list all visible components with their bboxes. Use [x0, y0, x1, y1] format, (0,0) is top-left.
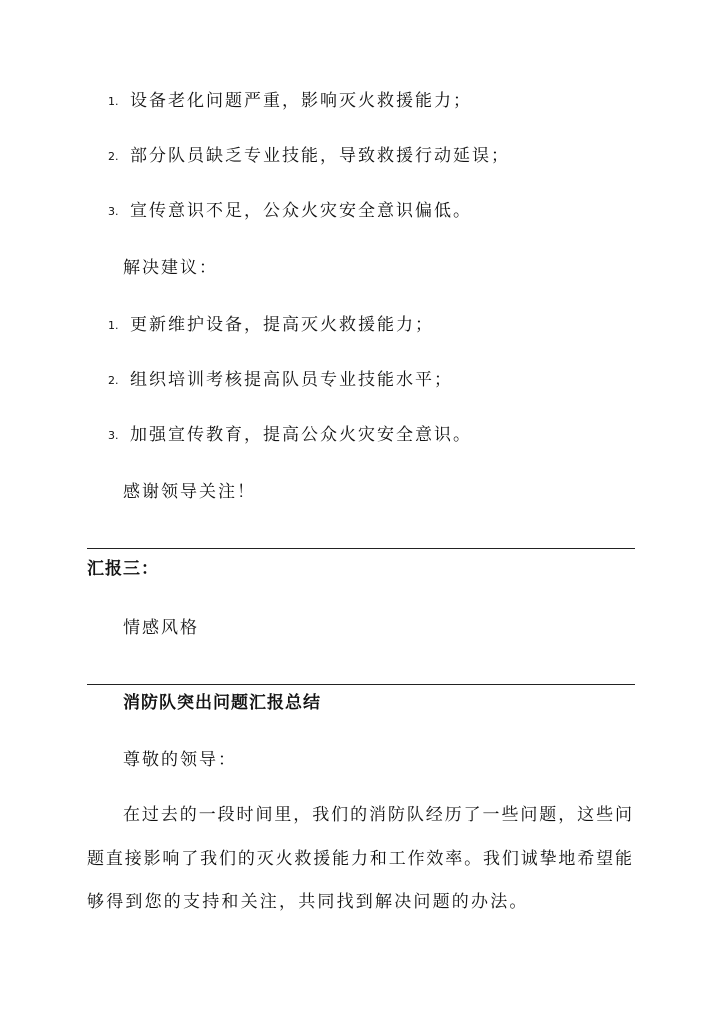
- style-label: 情感风格: [123, 618, 199, 638]
- list-number: 2.: [108, 374, 119, 387]
- list-number: 1.: [108, 95, 119, 108]
- list-number: 2.: [108, 150, 119, 163]
- paragraph-line: 在过去的一段时间里，我们的消防队经历了一些问题，这些问: [123, 805, 632, 825]
- list-item-text: 加强宣传教育，提高公众火灾安全意识。: [130, 425, 472, 445]
- list-item-text: 宣传意识不足，公众火灾安全意识偏低。: [130, 201, 472, 221]
- solutions-heading: 解决建议：: [123, 258, 218, 278]
- salutation: 尊敬的领导：: [123, 750, 237, 770]
- list-item-text: 组织培训考核提高队员专业技能水平；: [130, 370, 453, 390]
- list-item-text: 部分队员缺乏专业技能，导致救援行动延误；: [130, 146, 510, 166]
- paragraph-line: 题直接影响了我们的灭火救援能力和工作效率。我们诚挚地希望能: [87, 849, 632, 869]
- list-number: 3.: [108, 205, 119, 218]
- list-item-text: 更新维护设备，提高灭火救援能力；: [130, 315, 434, 335]
- solution-item: [108, 423, 472, 448]
- section-heading: 汇报三：: [87, 559, 159, 579]
- paragraph-line: 够得到您的支持和关注，共同找到解决问题的办法。: [87, 892, 529, 912]
- solution-item: [108, 368, 453, 393]
- report-title: 消防队突出问题汇报总结: [123, 693, 321, 713]
- section-divider: [87, 548, 635, 549]
- list-number: 3.: [108, 429, 119, 442]
- problem-item: [108, 199, 472, 224]
- problem-item: [108, 144, 510, 169]
- solution-item: [108, 313, 434, 338]
- problem-item: [108, 89, 472, 114]
- list-number: 1.: [108, 319, 119, 332]
- section-divider: [87, 684, 635, 685]
- thanks-line: 感谢领导关注！: [123, 482, 256, 502]
- list-item-text: 设备老化问题严重，影响灭火救援能力；: [130, 91, 472, 111]
